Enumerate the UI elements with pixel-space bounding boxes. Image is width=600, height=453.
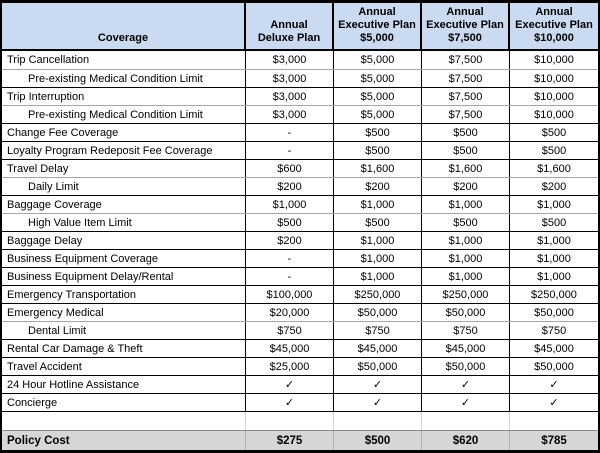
header-line: $5,000 <box>360 32 394 44</box>
policy-cost-executive-10000: $785 <box>541 434 567 447</box>
table-row <box>2 69 598 87</box>
policy-cost-executive-7500: $620 <box>422 431 510 450</box>
row-label: Travel Accident <box>2 358 246 375</box>
cell-value: ✓ <box>246 376 334 393</box>
row-label: Pre-existing Medical Condition Limit <box>2 70 246 87</box>
row-label: Concierge <box>2 394 246 411</box>
cell-value: $45,000 <box>334 340 422 357</box>
table-row <box>2 285 598 303</box>
cell-value: $250,000 <box>531 288 577 301</box>
spacer-cell <box>510 412 598 430</box>
table-row <box>2 375 598 393</box>
header-annual-executive-plan-7500 <box>422 3 510 49</box>
cell-value: $200 <box>422 178 510 195</box>
table-row <box>2 141 598 159</box>
table-row <box>2 321 598 339</box>
cell-value: $1,000 <box>246 196 334 213</box>
cell-value: $500 <box>422 142 510 159</box>
cell-value: $7,500 <box>422 106 510 123</box>
header-coverage-label: Coverage <box>97 32 149 44</box>
spacer-cell <box>422 412 510 430</box>
cell-value: ✓ <box>422 394 510 411</box>
header-line: Annual <box>270 19 308 31</box>
cell-value: $45,000 <box>534 342 574 355</box>
cell-value: $500 <box>422 214 510 231</box>
cell-value: $50,000 <box>422 304 510 321</box>
header-coverage <box>2 3 246 49</box>
header-annual-deluxe-plan <box>246 3 334 49</box>
cell-value: $1,000 <box>537 252 571 265</box>
header-line: Deluxe Plan <box>257 32 321 44</box>
row-label: Business Equipment Delay/Rental <box>2 268 246 285</box>
cell-value: $1,000 <box>422 268 510 285</box>
cell-value: $5,000 <box>334 51 422 69</box>
spacer-cell <box>334 412 422 430</box>
cell-value: $10,000 <box>534 54 574 66</box>
table-row <box>2 159 598 177</box>
row-label: Rental Car Damage & Theft <box>2 340 246 357</box>
cell-value: ✓ <box>246 394 334 411</box>
header-line: Executive Plan <box>426 19 504 31</box>
spacer-cell <box>246 412 334 430</box>
policy-cost-deluxe: $275 <box>246 431 334 450</box>
cell-value: $5,000 <box>334 88 422 105</box>
cell-value: $1,000 <box>537 234 571 247</box>
cell-value: $10,000 <box>534 108 574 121</box>
cell-value: $3,000 <box>246 106 334 123</box>
cell-value: $750 <box>246 322 334 339</box>
policy-cost-executive-5000: $500 <box>334 431 422 450</box>
cell-value: $1,000 <box>422 232 510 249</box>
cell-value: $1,000 <box>334 196 422 213</box>
cell-value: $1,600 <box>537 162 571 175</box>
cell-value: $45,000 <box>246 340 334 357</box>
cell-value: $500 <box>422 124 510 141</box>
cell-value: $750 <box>422 322 510 339</box>
cell-value: $5,000 <box>334 70 422 87</box>
cell-value: $1,000 <box>422 196 510 213</box>
cell-value: $1,000 <box>334 232 422 249</box>
cell-value: $3,000 <box>246 88 334 105</box>
cell-value: - <box>246 268 334 285</box>
cell-value: $1,000 <box>537 198 571 211</box>
table-row <box>2 123 598 141</box>
cell-value: ✓ <box>549 397 559 409</box>
cell-value: $7,500 <box>422 70 510 87</box>
cell-value: $1,600 <box>334 160 422 177</box>
policy-cost-row <box>2 430 598 450</box>
row-label: Pre-existing Medical Condition Limit <box>2 106 246 123</box>
header-line: Annual <box>535 6 573 18</box>
header-line: $7,500 <box>448 32 482 44</box>
header-line: Annual <box>446 6 484 18</box>
header-line: Executive Plan <box>338 19 416 31</box>
table-row <box>2 195 598 213</box>
row-label: Trip Cancellation <box>2 51 246 69</box>
cell-value: $500 <box>246 214 334 231</box>
cell-value: $1,000 <box>334 268 422 285</box>
table-row <box>2 213 598 231</box>
cell-value: $500 <box>334 214 422 231</box>
header-line: Annual <box>358 6 396 18</box>
table-row <box>2 87 598 105</box>
row-label: Daily Limit <box>2 178 246 195</box>
cell-value: $500 <box>334 142 422 159</box>
table-row <box>2 177 598 195</box>
cell-value: $45,000 <box>422 340 510 357</box>
cell-value: $10,000 <box>534 72 574 85</box>
cell-value: $200 <box>541 180 567 193</box>
header-annual-executive-plan-10000 <box>510 3 598 49</box>
row-label: High Value Item Limit <box>2 214 246 231</box>
cell-value: $50,000 <box>334 304 422 321</box>
cell-value: $600 <box>246 160 334 177</box>
cell-value: $500 <box>541 126 567 139</box>
table-body <box>2 51 598 411</box>
header-annual-executive-plan-5000 <box>334 3 422 49</box>
cell-value: - <box>246 124 334 141</box>
row-label: Emergency Transportation <box>2 286 246 303</box>
spacer-cell <box>2 412 246 430</box>
cell-value: - <box>246 250 334 267</box>
table-row <box>2 267 598 285</box>
cell-value: ✓ <box>334 394 422 411</box>
cell-value: ✓ <box>422 376 510 393</box>
table-row <box>2 231 598 249</box>
cell-value: $750 <box>334 322 422 339</box>
cell-value: $7,500 <box>422 88 510 105</box>
cell-value: $3,000 <box>246 70 334 87</box>
cell-value: $750 <box>541 324 567 337</box>
cell-value: $500 <box>541 216 567 229</box>
row-label: Travel Delay <box>2 160 246 177</box>
table-header-row <box>2 3 598 51</box>
cell-value: $7,500 <box>422 51 510 69</box>
table-row <box>2 51 598 69</box>
cell-value: $1,000 <box>422 250 510 267</box>
table-row <box>2 339 598 357</box>
policy-cost-label: Policy Cost <box>2 431 246 450</box>
cell-value: $50,000 <box>334 358 422 375</box>
row-label: Baggage Delay <box>2 232 246 249</box>
cell-value: $200 <box>246 178 334 195</box>
row-label: Change Fee Coverage <box>2 124 246 141</box>
cell-value: $50,000 <box>534 360 574 373</box>
cell-value: - <box>246 142 334 159</box>
cell-value: $50,000 <box>534 306 574 319</box>
cell-value: $1,600 <box>422 160 510 177</box>
cell-value: ✓ <box>334 376 422 393</box>
row-label: 24 Hour Hotline Assistance <box>2 376 246 393</box>
row-label: Dental Limit <box>2 322 246 339</box>
row-label: Loyalty Program Redeposit Fee Coverage <box>2 142 246 159</box>
row-label: Trip Interruption <box>2 88 246 105</box>
row-label: Baggage Coverage <box>2 196 246 213</box>
cell-value: $25,000 <box>246 358 334 375</box>
table-row <box>2 357 598 375</box>
header-line: Executive Plan <box>515 19 593 31</box>
cell-value: $250,000 <box>422 286 510 303</box>
spacer-row <box>2 411 598 430</box>
cell-value: $500 <box>541 144 567 157</box>
cell-value: $200 <box>334 178 422 195</box>
cell-value: $1,000 <box>334 250 422 267</box>
cell-value: $3,000 <box>246 51 334 69</box>
cell-value: $500 <box>334 124 422 141</box>
table-row <box>2 105 598 123</box>
header-line: $10,000 <box>534 32 574 44</box>
cell-value: $10,000 <box>534 90 574 103</box>
row-label: Emergency Medical <box>2 304 246 321</box>
row-label: Business Equipment Coverage <box>2 250 246 267</box>
table-row <box>2 393 598 411</box>
cell-value: $250,000 <box>334 286 422 303</box>
table-row <box>2 249 598 267</box>
cell-value: $20,000 <box>246 304 334 321</box>
cell-value: $5,000 <box>334 106 422 123</box>
cell-value: $200 <box>246 232 334 249</box>
cell-value: $50,000 <box>422 358 510 375</box>
cell-value: $1,000 <box>537 270 571 283</box>
cell-value: $100,000 <box>246 286 334 303</box>
cell-value: ✓ <box>549 379 559 391</box>
table-row <box>2 303 598 321</box>
